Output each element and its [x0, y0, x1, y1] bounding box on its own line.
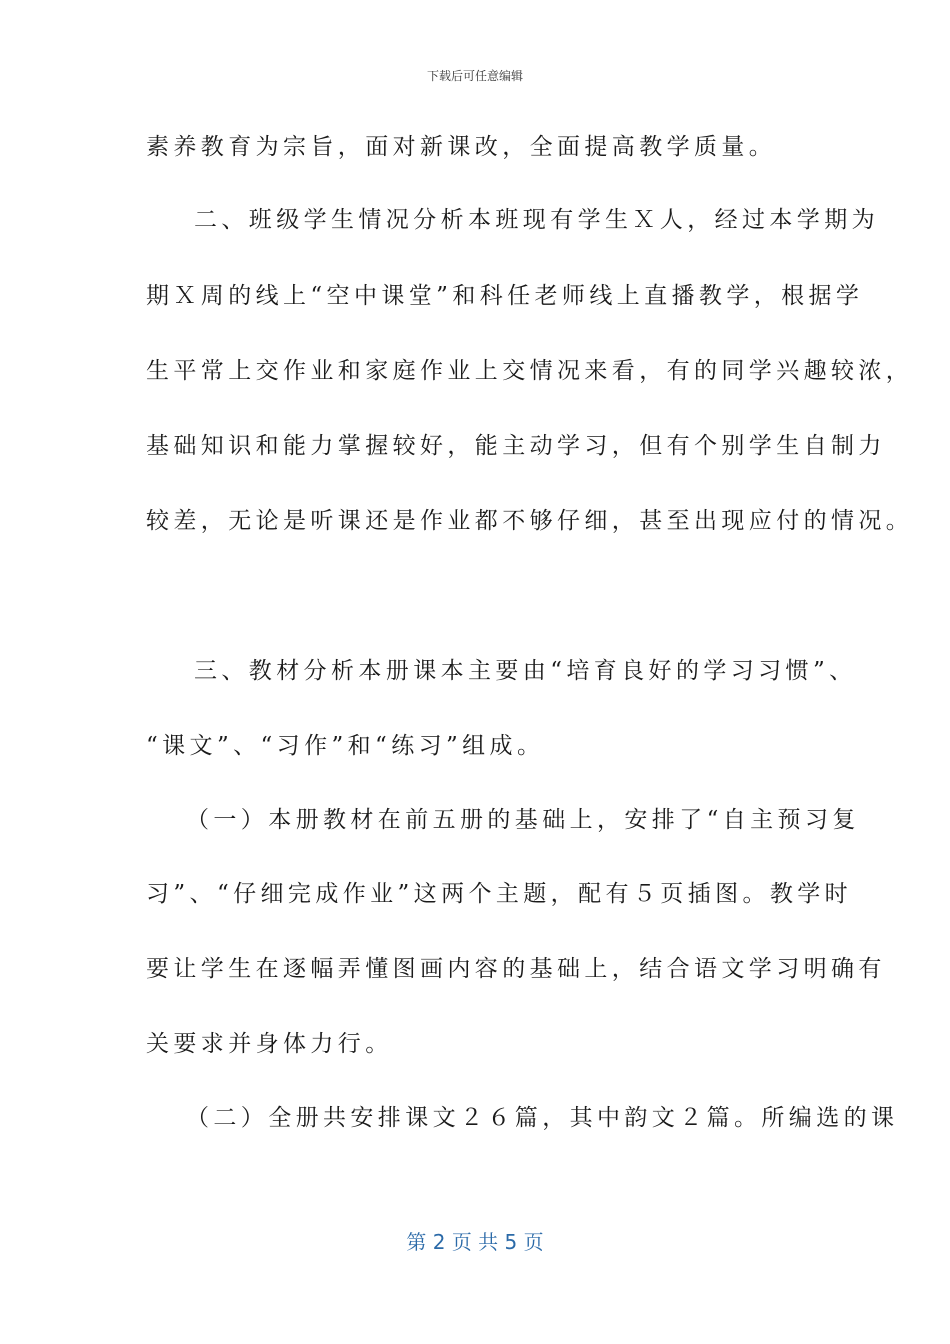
- paragraph-line: 要让学生在逐幅弄懂图画内容的基础上，结合语文学习明确有: [146, 956, 886, 982]
- header-note: 下载后可任意编辑: [426, 69, 523, 83]
- paragraph-line: （一）本册教材在前五册的基础上，安排了“自主预习复: [186, 807, 860, 833]
- page-number: 第 2 页 共 5 页: [406, 1230, 544, 1254]
- paragraph-line: （二）全册共安排课文２６篇，其中韵文２篇。所编选的课: [186, 1105, 899, 1131]
- paragraph-line: 三、教材分析本册课本主要由“培育良好的学习习惯”、: [194, 658, 857, 684]
- paragraph-line: “课文”、“习作”和“练习”组成。: [146, 733, 545, 759]
- paragraph-line: 关要求并身体力行。: [146, 1031, 393, 1057]
- paragraph-line: 期Ｘ周的线上“空中课堂”和科任老师线上直播教学，根据学: [146, 283, 864, 309]
- paragraph-line: 素养教育为宗旨，面对新课改，全面提高教学质量。: [146, 134, 777, 160]
- paragraph-line: 二、班级学生情况分析本班现有学生Ｘ人，经过本学期为: [194, 207, 879, 233]
- paragraph-line: 较差，无论是听课还是作业都不够仔细，甚至出现应付的情况。: [146, 508, 914, 534]
- paragraph-line: 习”、“仔细完成作业”这两个主题，配有５页插图。教学时: [146, 881, 853, 907]
- paragraph-line: 生平常上交作业和家庭作业上交情况来看，有的同学兴趣较浓，: [146, 358, 914, 384]
- paragraph-line: 基础知识和能力掌握较好，能主动学习，但有个别学生自制力: [146, 433, 886, 459]
